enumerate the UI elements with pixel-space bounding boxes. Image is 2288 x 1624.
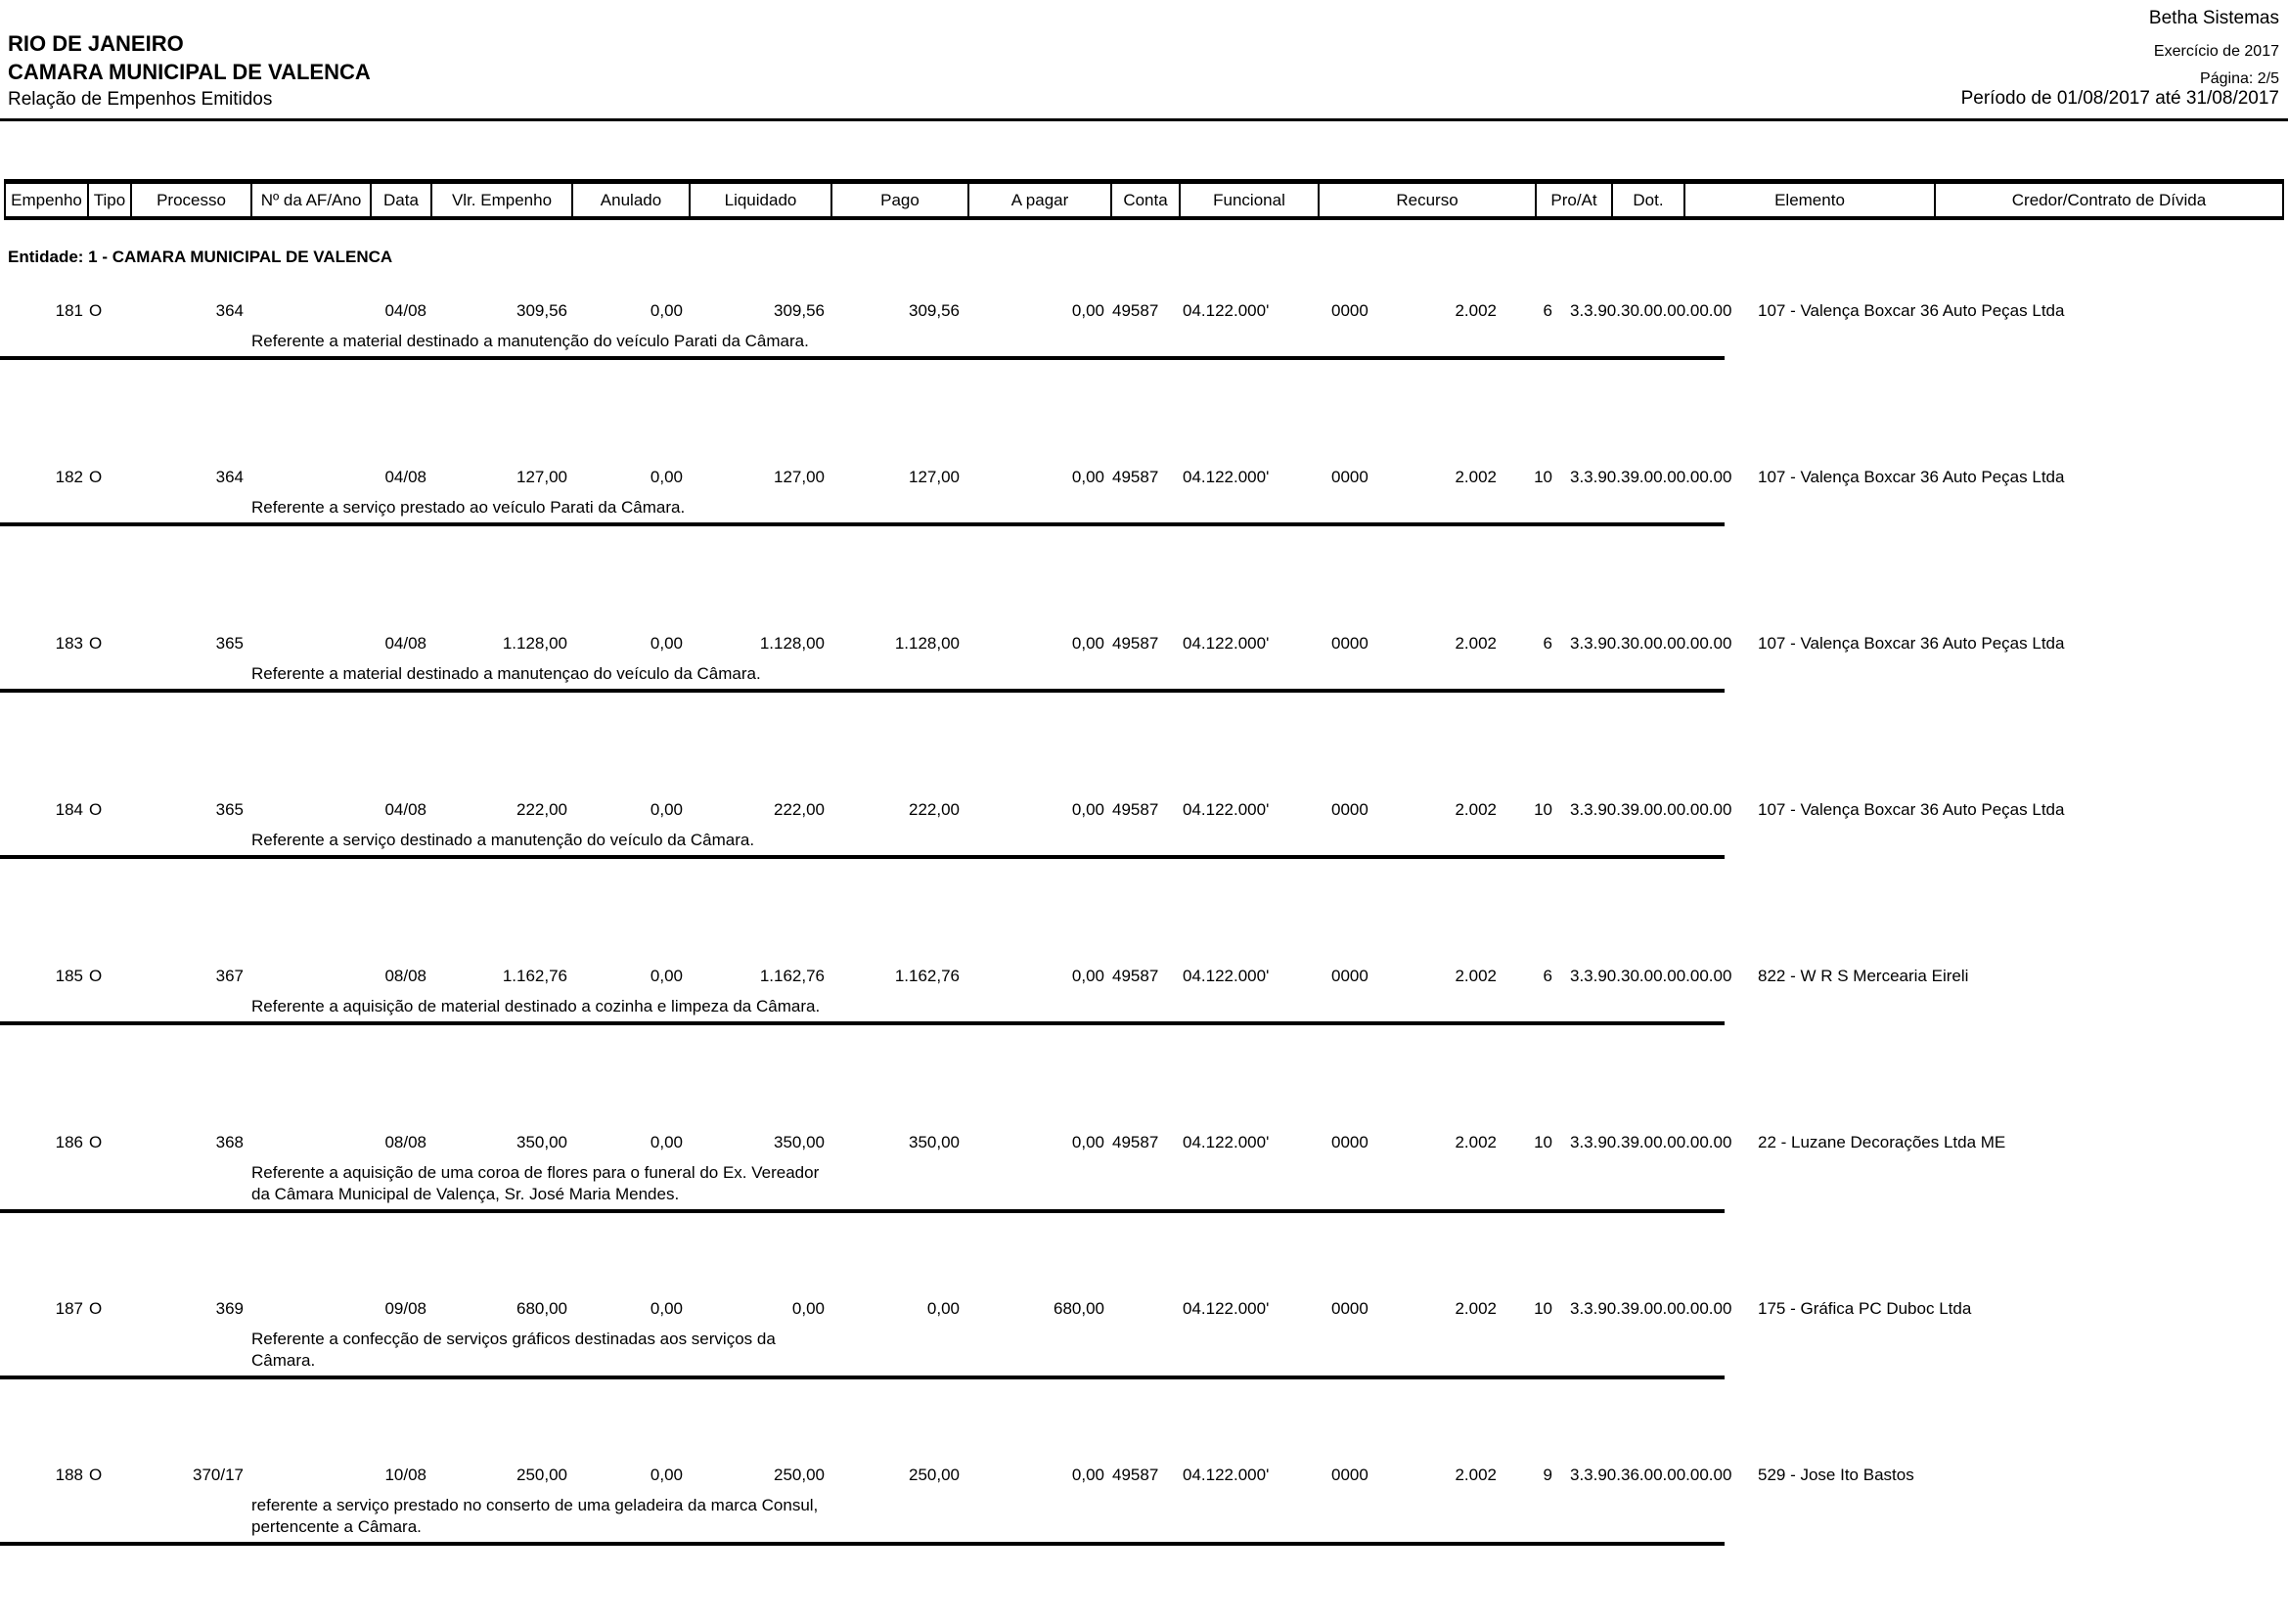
page-number: Página: 2/5 bbox=[2200, 70, 2279, 87]
cell-dot: 10 bbox=[1534, 1133, 1552, 1151]
record-row bbox=[0, 293, 2288, 460]
cell-vlr-empenho: 222,00 bbox=[516, 800, 567, 819]
description-line: Câmara. bbox=[251, 1351, 316, 1370]
description-line: Referente a serviço prestado ao veículo Parati da Câmara. bbox=[251, 498, 686, 517]
description-line: Referente a confecção de serviços gráficos destinadas aos serviços da bbox=[251, 1330, 776, 1348]
record-values bbox=[0, 301, 2288, 323]
cell-elemento: 3.3.90.39.00.00.00.00 bbox=[1570, 800, 1732, 819]
entity-group-label: Entidade: 1 - CAMARA MUNICIPAL DE VALENCA bbox=[8, 248, 393, 266]
cell-recurso: 0000 bbox=[1331, 468, 1368, 486]
cell-tipo: O bbox=[89, 301, 103, 320]
cell-conta: 49587 bbox=[1112, 301, 1159, 320]
column-header-empenho: Empenho bbox=[6, 184, 89, 216]
cell-recurso: 0000 bbox=[1331, 800, 1368, 819]
cell-conta: 49587 bbox=[1112, 468, 1159, 486]
cell-data: 04/08 bbox=[384, 468, 426, 486]
cell-pro-at: 2.002 bbox=[1455, 800, 1497, 819]
record-values bbox=[0, 1299, 2288, 1321]
cell-liquidado: 1.162,76 bbox=[759, 967, 825, 985]
row-description bbox=[251, 497, 1054, 519]
record-separator-line bbox=[0, 1542, 1725, 1546]
cell-a-pagar: 0,00 bbox=[1071, 1466, 1104, 1484]
record-row bbox=[0, 1291, 2288, 1458]
cell-tipo: O bbox=[89, 1299, 103, 1318]
cell-recurso: 0000 bbox=[1331, 1466, 1368, 1484]
cell-vlr-empenho: 1.162,76 bbox=[502, 967, 567, 985]
cell-processo: 365 bbox=[215, 800, 244, 819]
cell-empenho: 185 bbox=[55, 967, 83, 985]
cell-elemento: 3.3.90.36.00.00.00.00 bbox=[1570, 1466, 1732, 1484]
cell-tipo: O bbox=[89, 967, 103, 985]
column-header-recurso: Recurso bbox=[1320, 184, 1537, 216]
cell-pago: 350,00 bbox=[909, 1133, 960, 1151]
cell-liquidado: 309,56 bbox=[774, 301, 825, 320]
period-label: Período de 01/08/2017 até 31/08/2017 bbox=[1960, 88, 2279, 109]
cell-tipo: O bbox=[89, 1133, 103, 1151]
cell-vlr-empenho: 350,00 bbox=[516, 1133, 567, 1151]
cell-a-pagar: 0,00 bbox=[1071, 967, 1104, 985]
cell-af-ano bbox=[247, 301, 366, 323]
cell-liquidado: 222,00 bbox=[774, 800, 825, 819]
cell-pago: 309,56 bbox=[909, 301, 960, 320]
column-header-dot: Dot. bbox=[1613, 184, 1685, 216]
description-line: referente a serviço prestado no conserto de uma geladeira da marca Consul, bbox=[251, 1496, 819, 1514]
cell-af-ano bbox=[247, 634, 366, 655]
cell-af-ano bbox=[247, 1133, 366, 1154]
column-header-data: Data bbox=[372, 184, 432, 216]
cell-a-pagar: 0,00 bbox=[1071, 468, 1104, 486]
record-row bbox=[0, 460, 2288, 626]
cell-af-ano bbox=[247, 967, 366, 988]
cell-credor: 107 - Valença Boxcar 36 Auto Peças Ltda bbox=[1758, 800, 2065, 819]
cell-a-pagar: 680,00 bbox=[1054, 1299, 1104, 1318]
cell-funcional: 04.122.000' bbox=[1183, 1299, 1270, 1318]
cell-anulado: 0,00 bbox=[650, 1299, 683, 1318]
cell-recurso: 0000 bbox=[1331, 301, 1368, 320]
cell-dot: 10 bbox=[1534, 1299, 1552, 1318]
cell-dot: 9 bbox=[1543, 1466, 1552, 1484]
cell-pago: 127,00 bbox=[909, 468, 960, 486]
cell-anulado: 0,00 bbox=[650, 1466, 683, 1484]
cell-credor: 107 - Valença Boxcar 36 Auto Peças Ltda bbox=[1758, 301, 2065, 320]
column-header-vlr-empenho: Vlr. Empenho bbox=[432, 184, 573, 216]
column-header-af-ano: Nº da AF/Ano bbox=[252, 184, 372, 216]
row-description bbox=[251, 1329, 1054, 1372]
header-divider-line bbox=[0, 118, 2288, 121]
cell-pago: 222,00 bbox=[909, 800, 960, 819]
cell-processo: 369 bbox=[215, 1299, 244, 1318]
cell-vlr-empenho: 680,00 bbox=[516, 1299, 567, 1318]
report-title: Relação de Empenhos Emitidos bbox=[8, 89, 273, 110]
cell-af-ano bbox=[247, 468, 366, 489]
cell-pro-at: 2.002 bbox=[1455, 967, 1497, 985]
vendor-name: Betha Sistemas bbox=[2148, 8, 2279, 28]
cell-liquidado: 250,00 bbox=[774, 1466, 825, 1484]
cell-anulado: 0,00 bbox=[650, 468, 683, 486]
row-description bbox=[251, 331, 1054, 352]
cell-conta bbox=[1104, 1299, 1175, 1321]
record-values bbox=[0, 634, 2288, 655]
cell-pro-at: 2.002 bbox=[1455, 301, 1497, 320]
row-description bbox=[251, 1495, 1054, 1538]
cell-credor: 107 - Valença Boxcar 36 Auto Peças Ltda bbox=[1758, 468, 2065, 486]
cell-elemento: 3.3.90.30.00.00.00.00 bbox=[1570, 967, 1732, 985]
cell-af-ano bbox=[247, 1299, 366, 1321]
record-values bbox=[0, 1466, 2288, 1487]
record-separator-line bbox=[0, 356, 1725, 360]
column-header-credor: Credor/Contrato de Dívida bbox=[2011, 191, 2207, 209]
entity-name: CAMARA MUNICIPAL DE VALENCA bbox=[8, 60, 371, 84]
cell-dot: 6 bbox=[1543, 301, 1552, 320]
cell-elemento: 3.3.90.30.00.00.00.00 bbox=[1570, 301, 1732, 320]
column-header-pro-at: Pro/At bbox=[1537, 184, 1613, 216]
cell-pago: 250,00 bbox=[909, 1466, 960, 1484]
cell-empenho: 182 bbox=[55, 468, 83, 486]
cell-pago: 0,00 bbox=[926, 1299, 960, 1318]
column-header-anulado: Anulado bbox=[573, 184, 691, 216]
cell-funcional: 04.122.000' bbox=[1183, 800, 1270, 819]
cell-empenho: 183 bbox=[55, 634, 83, 653]
cell-conta: 49587 bbox=[1112, 1466, 1159, 1484]
cell-funcional: 04.122.000' bbox=[1183, 634, 1270, 653]
cell-dot: 10 bbox=[1534, 800, 1552, 819]
description-line: Referente a aquisição de uma coroa de flores para o funeral do Ex. Vereador bbox=[251, 1163, 820, 1182]
cell-vlr-empenho: 127,00 bbox=[516, 468, 567, 486]
cell-conta: 49587 bbox=[1112, 1133, 1159, 1151]
description-line: Referente a serviço destinado a manutenção do veículo da Câmara. bbox=[251, 831, 755, 849]
cell-recurso: 0000 bbox=[1331, 634, 1368, 653]
record-separator-line bbox=[0, 522, 1725, 526]
cell-a-pagar: 0,00 bbox=[1071, 301, 1104, 320]
cell-processo: 365 bbox=[215, 634, 244, 653]
cell-dot: 10 bbox=[1534, 468, 1552, 486]
state-name: RIO DE JANEIRO bbox=[8, 31, 184, 56]
column-header-elemento: Elemento bbox=[1685, 184, 1936, 216]
description-line: da Câmara Municipal de Valença, Sr. José Maria Mendes. bbox=[251, 1185, 680, 1203]
cell-pago: 1.128,00 bbox=[894, 634, 960, 653]
cell-elemento: 3.3.90.39.00.00.00.00 bbox=[1570, 468, 1732, 486]
cell-processo: 367 bbox=[215, 967, 244, 985]
cell-empenho: 186 bbox=[55, 1133, 83, 1151]
cell-data: 10/08 bbox=[384, 1466, 426, 1484]
cell-data: 09/08 bbox=[384, 1299, 426, 1318]
exercise-label: Exercício de 2017 bbox=[2153, 43, 2279, 60]
cell-funcional: 04.122.000' bbox=[1183, 1466, 1270, 1484]
cell-funcional: 04.122.000' bbox=[1183, 1133, 1270, 1151]
record-values bbox=[0, 468, 2288, 489]
records bbox=[0, 293, 2288, 1624]
row-description bbox=[251, 663, 1054, 685]
cell-elemento: 3.3.90.39.00.00.00.00 bbox=[1570, 1133, 1732, 1151]
column-header-liquidado: Liquidado bbox=[691, 184, 832, 216]
cell-anulado: 0,00 bbox=[650, 301, 683, 320]
cell-elemento: 3.3.90.39.00.00.00.00 bbox=[1570, 1299, 1732, 1318]
cell-liquidado: 350,00 bbox=[774, 1133, 825, 1151]
cell-processo: 370/17 bbox=[193, 1466, 244, 1484]
cell-tipo: O bbox=[89, 800, 103, 819]
column-header-conta: Conta bbox=[1112, 184, 1181, 216]
cell-credor: 22 - Luzane Decorações Ltda ME bbox=[1758, 1133, 2006, 1151]
record-separator-line bbox=[0, 1021, 1725, 1025]
record-values bbox=[0, 800, 2288, 822]
cell-data: 04/08 bbox=[384, 301, 426, 320]
cell-empenho: 184 bbox=[55, 800, 83, 819]
cell-pago: 1.162,76 bbox=[894, 967, 960, 985]
cell-funcional: 04.122.000' bbox=[1183, 468, 1270, 486]
cell-pro-at: 2.002 bbox=[1455, 1133, 1497, 1151]
cell-conta: 49587 bbox=[1112, 800, 1159, 819]
record-separator-line bbox=[0, 855, 1725, 859]
cell-anulado: 0,00 bbox=[650, 967, 683, 985]
cell-empenho: 188 bbox=[55, 1466, 83, 1484]
cell-data: 08/08 bbox=[384, 967, 426, 985]
table-header bbox=[4, 179, 2284, 220]
cell-pro-at: 2.002 bbox=[1455, 634, 1497, 653]
row-description bbox=[251, 1162, 1054, 1205]
cell-credor: 529 - Jose Ito Bastos bbox=[1758, 1466, 1914, 1484]
record-separator-line bbox=[0, 1376, 1725, 1379]
description-line: Referente a material destinado a manutençao do veículo da Câmara. bbox=[251, 664, 761, 683]
row-description bbox=[251, 996, 1054, 1017]
cell-elemento: 3.3.90.30.00.00.00.00 bbox=[1570, 634, 1732, 653]
record-row bbox=[0, 626, 2288, 792]
cell-recurso: 0000 bbox=[1331, 1299, 1368, 1318]
cell-anulado: 0,00 bbox=[650, 1133, 683, 1151]
record-row bbox=[0, 792, 2288, 959]
cell-pro-at: 2.002 bbox=[1455, 468, 1497, 486]
cell-credor: 107 - Valença Boxcar 36 Auto Peças Ltda bbox=[1758, 634, 2065, 653]
cell-vlr-empenho: 309,56 bbox=[516, 301, 567, 320]
cell-af-ano bbox=[247, 1466, 366, 1487]
cell-pro-at: 2.002 bbox=[1455, 1466, 1497, 1484]
cell-tipo: O bbox=[89, 468, 103, 486]
cell-tipo: O bbox=[89, 634, 103, 653]
cell-recurso: 0000 bbox=[1331, 967, 1368, 985]
cell-data: 04/08 bbox=[384, 634, 426, 653]
cell-liquidado: 1.128,00 bbox=[759, 634, 825, 653]
cell-credor: 822 - W R S Mercearia Eireli bbox=[1758, 967, 1969, 985]
cell-a-pagar: 0,00 bbox=[1071, 634, 1104, 653]
cell-dot: 6 bbox=[1543, 967, 1552, 985]
column-header-a-pagar: A pagar bbox=[969, 184, 1112, 216]
row-description bbox=[251, 830, 1054, 851]
cell-data: 04/08 bbox=[384, 800, 426, 819]
cell-credor: 175 - Gráfica PC Duboc Ltda bbox=[1758, 1299, 1972, 1318]
record-separator-line bbox=[0, 1209, 1725, 1213]
cell-a-pagar: 0,00 bbox=[1071, 1133, 1104, 1151]
cell-conta: 49587 bbox=[1112, 634, 1159, 653]
column-header-tipo: Tipo bbox=[89, 184, 132, 216]
cell-conta: 49587 bbox=[1112, 967, 1159, 985]
cell-processo: 364 bbox=[215, 468, 244, 486]
cell-af-ano bbox=[247, 800, 366, 822]
record-row bbox=[0, 959, 2288, 1125]
cell-vlr-empenho: 250,00 bbox=[516, 1466, 567, 1484]
cell-funcional: 04.122.000' bbox=[1183, 301, 1270, 320]
cell-liquidado: 0,00 bbox=[791, 1299, 825, 1318]
cell-vlr-empenho: 1.128,00 bbox=[502, 634, 567, 653]
cell-pro-at: 2.002 bbox=[1455, 1299, 1497, 1318]
cell-liquidado: 127,00 bbox=[774, 468, 825, 486]
column-header-processo: Processo bbox=[132, 184, 252, 216]
cell-empenho: 187 bbox=[55, 1299, 83, 1318]
cell-data: 08/08 bbox=[384, 1133, 426, 1151]
column-header-pago: Pago bbox=[832, 184, 969, 216]
description-line: Referente a material destinado a manutenção do veículo Parati da Câmara. bbox=[251, 332, 809, 350]
description-line: Referente a aquisição de material destinado a cozinha e limpeza da Câmara. bbox=[251, 997, 821, 1015]
record-values bbox=[0, 1133, 2288, 1154]
cell-processo: 368 bbox=[215, 1133, 244, 1151]
cell-tipo: O bbox=[89, 1466, 103, 1484]
record-row bbox=[0, 1125, 2288, 1291]
description-line: pertencente a Câmara. bbox=[251, 1517, 422, 1536]
cell-a-pagar: 0,00 bbox=[1071, 800, 1104, 819]
cell-empenho: 181 bbox=[55, 301, 83, 320]
cell-funcional: 04.122.000' bbox=[1183, 967, 1270, 985]
record-separator-line bbox=[0, 689, 1725, 693]
cell-dot: 6 bbox=[1543, 634, 1552, 653]
record-row bbox=[0, 1458, 2288, 1624]
cell-anulado: 0,00 bbox=[650, 800, 683, 819]
record-values bbox=[0, 967, 2288, 988]
cell-anulado: 0,00 bbox=[650, 634, 683, 653]
cell-recurso: 0000 bbox=[1331, 1133, 1368, 1151]
cell-processo: 364 bbox=[215, 301, 244, 320]
column-header-funcional: Funcional bbox=[1181, 184, 1320, 216]
